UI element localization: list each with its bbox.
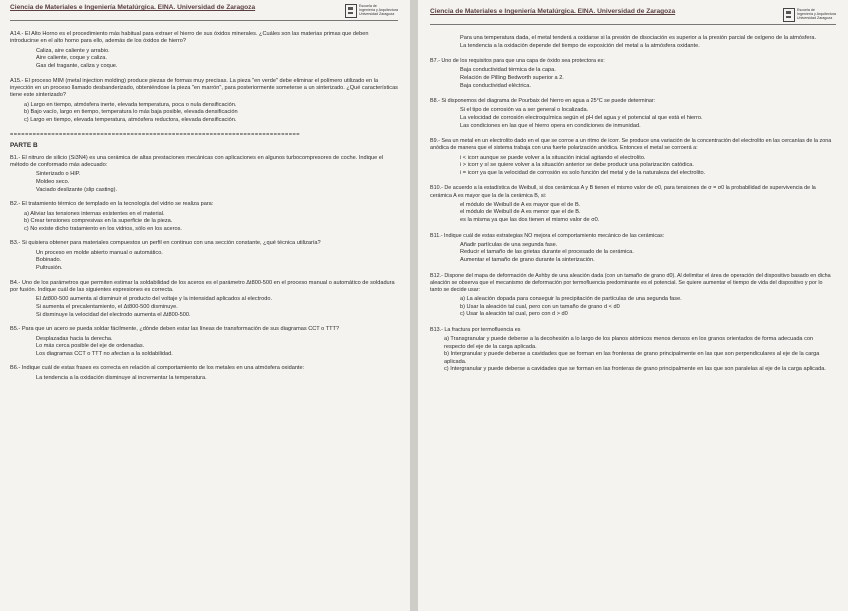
answer-option: Vaciado deslizante (slip casting).: [36, 186, 118, 193]
answer-option: Si el tipo de corrosión va a ser general o localizada.: [460, 107, 589, 114]
question-b6: [10, 365, 398, 382]
answer-option: Gas del tragante, caliza y coque.: [36, 63, 118, 69]
question-text: B4.- Uno de los parámetros que permiten estimar la soldabilidad de los aceros es el parámetro Δt800-500 en el proceso manual o automático de soldadura por fusión. Indique cuál de las siguientes expresiones es correcta.: [10, 279, 395, 293]
logo-line: Ingeniería y Arquitectura: [797, 12, 836, 17]
question-text: B9.- Sea un metal en un electrolito dado en el que se corroe a un ritmo de icorr. Se produce una variación de la concentración del electrolito en las cercanías de la zona anódica de manera que el sistema trabaja con una fuerte polarización anódica. Entonces el metal se corroerá a:: [430, 138, 832, 152]
answer-option: Desplazadas hacia la derecha.: [36, 335, 113, 342]
page-header: [10, 4, 398, 21]
question-text: B2.- El tratamiento térmico de templado en la tecnología del vidrio se realiza para:: [10, 201, 214, 208]
exam-page-left: [0, 0, 410, 611]
question-b11: [430, 233, 836, 265]
question-text: A15.- El proceso MIM (metal injection molding) produce piezas de formas muy precisas. La pieza "en verde" debe eliminar el polímero utilizado en la inyección en un proceso llamado desbanderizado, obteniéndose la pieza "en marrón", para posteriormente someterse a un sinterizado. ¿Qué características tiene este sinterizado?: [10, 77, 398, 99]
answer-option: i < icorr aunque se puede volver a la situación inicial agitando el electrolito.: [460, 154, 646, 161]
answer-option: Las condiciones en las que el hierro opera en condiciones de inmunidad.: [460, 122, 641, 129]
answer-option: Baja conductividad eléctrica.: [460, 82, 531, 89]
answer-option: Aire caliente, coque y caliza.: [36, 55, 107, 62]
answer-option: Reducir el tamaño de las grietas durante el procesado de la cerámica.: [460, 249, 634, 256]
question-text: B8.- Si disponemos del diagrama de Pourbaix del hierro en agua a 25°C se puede determinar:: [430, 98, 656, 105]
question-b4: [10, 280, 398, 320]
answer-option: a) Transgranular y puede deberse a la decohesión a lo largo de los planos atómicos menos densos en los granos orientados de forma adecuada con respecto del eje de la carga aplicada.: [444, 336, 814, 350]
answer-option: Si aumenta el precalentamiento, el Δt800-500 disminuye.: [36, 303, 178, 310]
logo-line: Ingeniería y Arquitectura: [359, 8, 398, 13]
answer-option: Moldeo seco.: [36, 179, 70, 185]
answer-option: es la misma ya que las dos tienen el mismo valor de σ0.: [460, 216, 600, 223]
header-title: Ciencia de Materiales e Ingeniería Metalúrgica. EINA. Universidad de Zaragoza: [10, 4, 256, 11]
answer-option: b) Intergranular y puede deberse a cavidades que se forman en las fronteras de grano principalmente en las que son perpendiculares al eje de la carga aplicada.: [444, 351, 820, 365]
answer-option: La tendencia a la oxidación disminuye al incrementar la temperatura.: [36, 374, 207, 381]
question-text: B7.- Uno de los requisitos para que una capa de óxido sea protectora es:: [430, 58, 605, 65]
logo-line: Universidad Zaragoza: [797, 16, 833, 21]
answer-option: Un proceso en molde abierto manual o automático.: [36, 249, 163, 256]
question-text: B1.- El nitruro de silicio (Si3N4) es una cerámica de altas prestaciones mecánicas con aplicaciones en algunos turbocompresores de coche. Indique el método de conformado más adecuado:: [10, 154, 384, 168]
logo-line: Universidad Zaragoza: [359, 12, 395, 17]
logo-mark-icon: [345, 4, 357, 18]
question-b8: [430, 98, 836, 130]
answer-option: i = icorr ya que la velocidad de corrosión es solo función del metal y de la naturaleza del electrolito.: [460, 169, 706, 176]
answer-option: Baja conductividad térmica de la capa.: [460, 67, 556, 74]
answer-option: el módulo de Weibull de A es mayor que el de B.: [460, 201, 581, 208]
question-text: B10.- De acuerdo a la estadística de Weibull, si dos cerámicas A y B tienen el mismo valor de σ0, para tensiones de σ = σ0 la probabilidad de supervivencia de la cerámica A es mayor que la de la cerámica B, si:: [430, 185, 816, 199]
answer-option: Añadir partículas de una segunda fase.: [460, 241, 558, 248]
question-b3: [10, 240, 398, 272]
answer-option: Caliza, aire caliente y arrabio.: [36, 47, 110, 54]
question-b10: [430, 185, 836, 224]
answer-option: Si disminuye la velocidad del electrodo aumenta el Δt800-500.: [36, 311, 191, 318]
question-text: B12.- Dispone del mapa de deformación de Ashby de una aleación dada (con un tamaño de grano d0). Al delimitar el área de operación del dispositivo basado en dicha aleación se observa que el mecanismo de deformación por termofluencia predominante es el potencial. Se quiere aumentar el tiempo de vida del dispositivo y por lo tanto se decide usar:: [430, 272, 831, 293]
answer-option: Los diagramas CCT o TTT no afectan a la soldabilidad.: [36, 350, 173, 357]
question-text: B5.- Para que un acero se pueda soldar fácilmente, ¿dónde deben estar las líneas de transformación de sus diagramas CCT o TTT?: [10, 326, 340, 333]
answer-option: Sinterizado o HIP.: [36, 171, 81, 178]
answer-option: a) Largo en tiempo, atmósfera inerte, elevada temperatura, poca o nula densificación.: [24, 101, 237, 108]
university-logo: [345, 4, 398, 18]
answer-option: Lo más cerca posible del eje de ordenadas.: [36, 343, 145, 350]
question-b2: [10, 201, 398, 233]
question-a15: [10, 78, 398, 125]
question-text: B3.- Si quisiera obtener para materiales compuestos un perfil en continuo con una sección constante, ¿qué técnica utilizaría?: [10, 240, 321, 247]
question-b13: [430, 327, 836, 374]
answer-option: b) Crear tensiones compresivas en la superficie de la pieza.: [24, 218, 173, 225]
logo-mark-icon: [783, 8, 795, 22]
page-header: [430, 8, 836, 25]
answer-option: c) No existe dicho tratamiento en los vidrios, sólo en los aceros.: [24, 225, 182, 232]
answer-option: El Δt800-500 aumenta al disminuir el producto del voltaje y la intensidad aplicados al electrodo.: [36, 296, 273, 303]
answer-option: Aumentar el tamaño de grano durante la sinterización.: [460, 256, 595, 263]
answer-option: Bobinado.: [36, 257, 62, 264]
header-title: Ciencia de Materiales e Ingeniería Metalúrgica. EINA. Universidad de Zaragoza: [430, 8, 676, 15]
answer-option: La velocidad de corrosión electroquímica según el pH del agua y el potencial al que está el hierro.: [460, 114, 703, 121]
answer-option: a) Aliviar las tensiones internas existentes en el material.: [24, 210, 165, 217]
question-b7: [430, 58, 836, 90]
question-text: B11.- Indique cuál de estas estrategias NO mejora el comportamiento mecánico de las cerámicas:: [430, 232, 665, 239]
exam-page-right: [418, 0, 848, 611]
answer-option: Relación de Pilling Bedworth superior a 2.: [460, 74, 564, 81]
answer-option: c) Intergranular y puede deberse a cavidades que se forman en las fronteras de grano principalmente en las que son paralelas al eje de la carga aplicada.: [444, 366, 826, 373]
answer-option: b) Bajo vacío, largo en tiempo, temperatura lo más baja posible, elevada densificación: [24, 109, 238, 116]
answer-option: c) Usar la aleación tal cual, pero con d > d0: [460, 311, 568, 318]
answer-option: b) Usar la aleación tal cual, pero con un tamaño de grano d < d0: [460, 303, 620, 310]
answer-option: Para una temperatura dada, el metal tenderá a oxidarse si la presión de disociación es superior a la presión parcial de oxígeno de la atmósfera.: [460, 35, 817, 41]
answer-option: i > icorr y sí se quiere volver a la situación anterior se debe producir una polarización catódica.: [460, 162, 694, 169]
logo-line: Escuela de: [359, 4, 377, 8]
question-b1: [10, 155, 398, 195]
section-separator: =============================================================================: [10, 131, 301, 138]
answer-option: a) La aleación dopada para conseguir la precipitación de partículas de una segunda fase.: [460, 296, 682, 303]
logo-line: Escuela de: [797, 8, 815, 12]
question-text: A14.- El Alto Horno es el procedimiento más habitual para extraer el hierro de sus óxidos minerales. ¿Cuáles son las materias primas que deben introducirse en el alto horno para ello, además de los óxidos de hierro?: [10, 31, 369, 45]
question-b12: [430, 273, 836, 319]
university-logo: [783, 8, 836, 22]
answer-option: el módulo de Weibull de A es menor que el de B.: [460, 209, 581, 216]
question-b5: [10, 326, 398, 358]
page-gutter: [410, 0, 418, 611]
part-title: PARTE B: [10, 141, 38, 149]
question-text: B6.- Indique cuál de estas frases es correcta en relación al comportamiento de los metales en una atmósfera oxidante:: [10, 365, 305, 372]
question-b9: [430, 138, 836, 177]
question-text: B13.- La fractura por termofluencia es: [430, 326, 521, 333]
answer-option: Pultrusión.: [36, 264, 63, 271]
question-a14: [10, 31, 398, 71]
question-b6-continued: [430, 35, 836, 50]
answer-option: La tendencia a la oxidación depende del tiempo de exposición del metal a la atmósfera oxidante.: [460, 42, 700, 49]
answer-option: c) Largo en tiempo, elevada temperatura, atmósfera reductora, elevada densificación.: [24, 117, 237, 123]
